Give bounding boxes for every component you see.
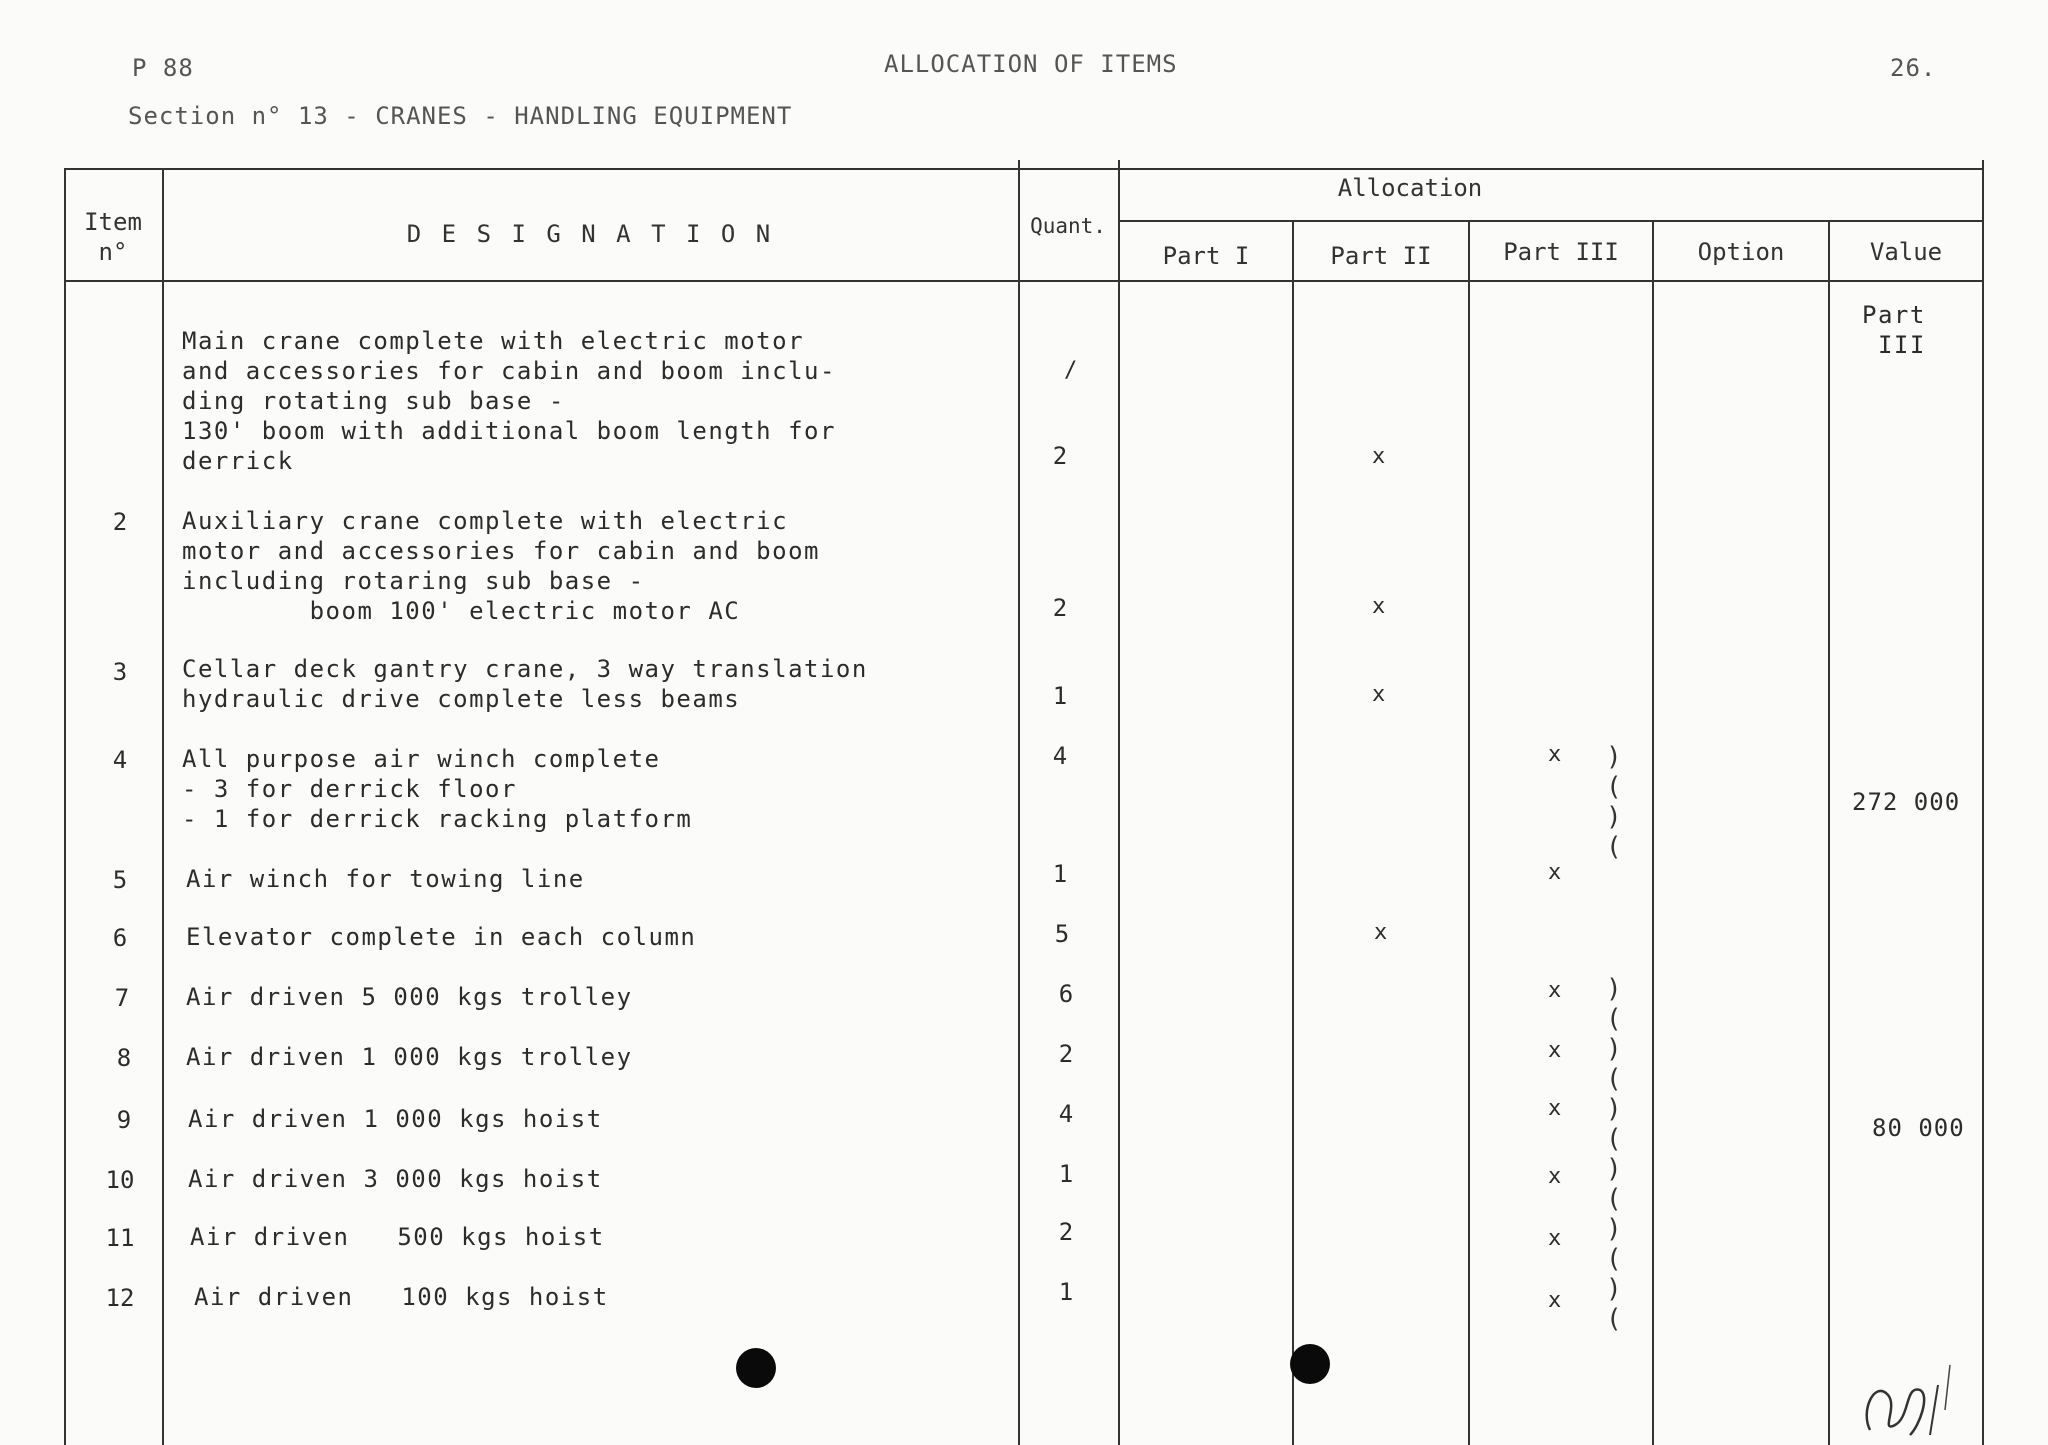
- designation-text: All purpose air winch complete - 3 for derrick floor - 1 for derrick racking platform: [182, 745, 693, 833]
- part2-header: Part II: [1330, 242, 1432, 270]
- punch-hole-left: [736, 1348, 776, 1388]
- designation-text: Air driven 3 000 kgs hoist: [188, 1165, 603, 1193]
- item-number: 9: [116, 1106, 132, 1134]
- item-number: 10: [105, 1166, 135, 1194]
- part2-mark: x: [1372, 444, 1386, 469]
- item-col-divider: [162, 168, 164, 1445]
- table-right-border: [1982, 160, 1984, 1445]
- quantity: 2: [1058, 1040, 1074, 1068]
- part3-mark: x: [1548, 742, 1562, 767]
- designation-text: Cellar deck gantry crane, 3 way translation hydraulic drive complete less beams: [182, 655, 868, 713]
- quantity: 4: [1052, 742, 1068, 770]
- quantity: 6: [1058, 980, 1074, 1008]
- part2-mark: x: [1372, 594, 1386, 619]
- table-top-border: [64, 168, 1984, 170]
- quantity: 2: [1052, 594, 1068, 622]
- designation-text: Air winch for towing line: [186, 865, 585, 893]
- quantity: 2: [1052, 442, 1068, 470]
- designation-text: Air driven 500 kgs hoist: [190, 1223, 605, 1251]
- group-brace-winches: ) ( ) (: [1606, 742, 1622, 862]
- part3-mark: x: [1548, 1038, 1562, 1063]
- quantity: 5: [1054, 920, 1070, 948]
- allocation-divider: [1120, 220, 1984, 222]
- part3-header: Part III: [1503, 238, 1619, 266]
- part3-mark: x: [1548, 978, 1562, 1003]
- item-number: 5: [112, 866, 128, 894]
- designation-text: Air driven 1 000 kgs hoist: [188, 1105, 603, 1133]
- part3-col-divider: [1652, 222, 1654, 1445]
- designation-text: Air driven 1 000 kgs trolley: [186, 1043, 633, 1071]
- value-header: Value: [1869, 238, 1943, 266]
- part2-col-divider: [1468, 222, 1470, 1445]
- part1-header: Part I: [1162, 242, 1250, 270]
- quantity: 1: [1058, 1160, 1074, 1188]
- quantity: 1: [1052, 682, 1068, 710]
- option-header: Option: [1697, 238, 1785, 266]
- group-value-winches: 272 000: [1852, 788, 1961, 816]
- value-part-note: Part III: [1862, 301, 1926, 359]
- item-number: 4: [112, 746, 128, 774]
- quantity-header: Quant.: [1030, 214, 1106, 238]
- part3-mark: x: [1548, 860, 1562, 885]
- handwritten-initials: [1850, 1355, 1970, 1445]
- quantity-col-divider: [1118, 160, 1120, 1445]
- part3-mark: x: [1548, 1096, 1562, 1121]
- designation-text: Auxiliary crane complete with electric motor and accessories for cabin and boom including rotaring sub base - boom 100' electric motor AC: [182, 507, 820, 625]
- item-number: 2: [112, 508, 128, 536]
- part2-mark: x: [1372, 682, 1386, 707]
- header-bottom-border: [64, 280, 1984, 282]
- quantity: 4: [1058, 1100, 1074, 1128]
- option-col-divider: [1828, 222, 1830, 1445]
- designation-header: D E S I G N A T I O N: [406, 220, 774, 248]
- item-number: 6: [112, 924, 128, 952]
- punch-hole-right: [1290, 1344, 1330, 1384]
- document-title: ALLOCATION OF ITEMS: [884, 50, 1178, 78]
- designation-text: Main crane complete with electric motor and accessories for cabin and boom inclu- ding rotating sub base - 130' boom with additional boom length for derrick: [182, 327, 836, 475]
- part3-mark: x: [1548, 1164, 1562, 1189]
- allocation-header: Allocation: [1337, 174, 1483, 202]
- item-number: 12: [105, 1284, 135, 1312]
- item-number: 3: [112, 658, 128, 686]
- quantity: 1: [1052, 860, 1068, 888]
- designation-text: Elevator complete in each column: [186, 923, 697, 951]
- page-number: 26.: [1890, 54, 1937, 82]
- item-number: 11: [105, 1224, 135, 1252]
- item-number: 7: [114, 984, 130, 1012]
- quantity-tick: /: [1064, 358, 1078, 383]
- table-left-border: [64, 168, 66, 1445]
- item-header-line2: n°: [98, 238, 128, 266]
- designation-text: Air driven 100 kgs hoist: [194, 1283, 609, 1311]
- quantity: 2: [1058, 1218, 1074, 1246]
- part3-mark: x: [1548, 1226, 1562, 1251]
- item-header-line1: Item: [84, 208, 142, 236]
- group-value-hoists: 80 000: [1872, 1114, 1965, 1142]
- page-reference: P 88: [132, 54, 194, 82]
- item-number: 8: [116, 1044, 132, 1072]
- designation-text: Air driven 5 000 kgs trolley: [186, 983, 633, 1011]
- part3-mark: x: [1548, 1288, 1562, 1313]
- part2-mark: x: [1374, 920, 1388, 945]
- quantity: 1: [1058, 1278, 1074, 1306]
- group-brace-hoists: ) ( ) ( ) ( ) ( ) ( ) (: [1606, 974, 1622, 1334]
- part1-col-divider: [1292, 222, 1294, 1445]
- designation-col-divider: [1018, 160, 1020, 1445]
- section-title: Section n° 13 - CRANES - HANDLING EQUIPMENT: [128, 102, 793, 130]
